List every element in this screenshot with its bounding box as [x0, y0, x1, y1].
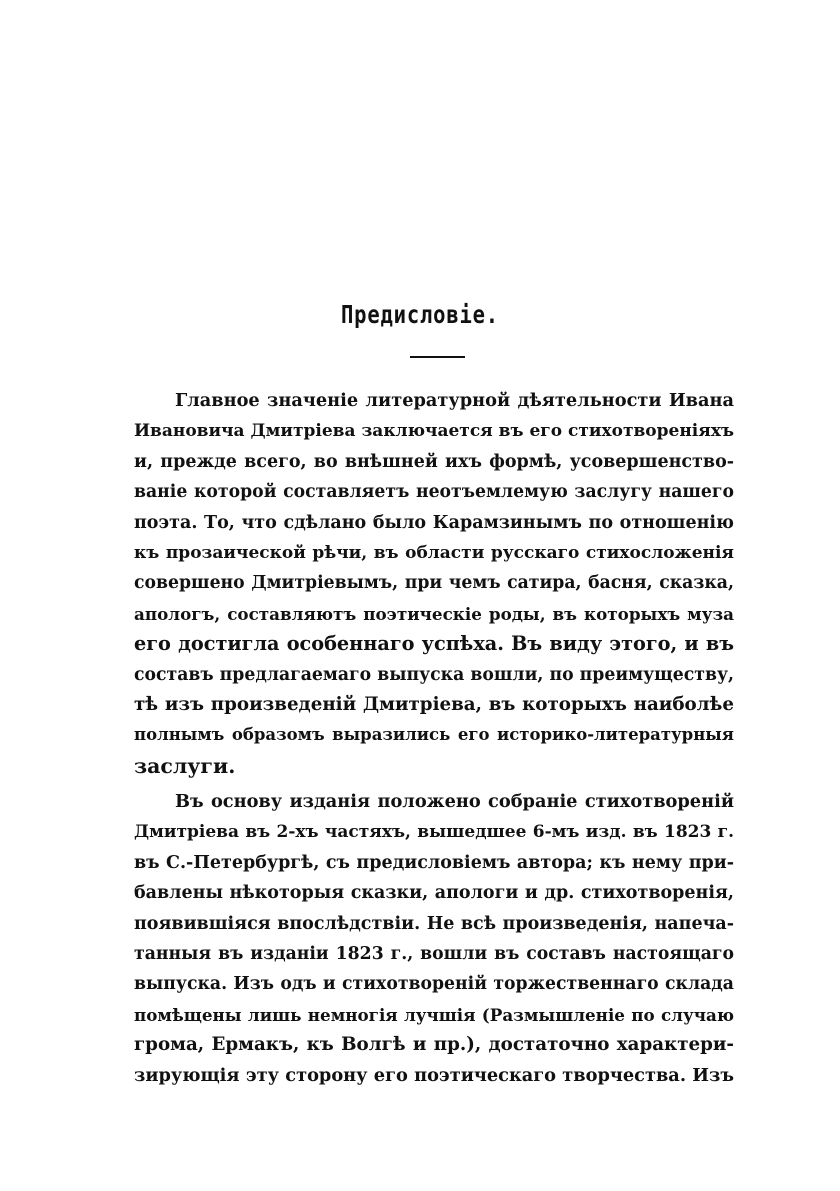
text-line: поэта. То, что сдѣлано было Карамзинымъ по отношенію	[134, 512, 734, 533]
text-line: и, прежде всего, во внѣшней ихъ формѣ, усовершенство-	[134, 451, 734, 472]
text-line: помѣщены лишь немногія лучшія (Размышленіе по случаю	[134, 1004, 734, 1025]
text-line: апологъ, составляютъ поэтическіе роды, въ которыхъ муза	[134, 603, 734, 624]
title-rule	[410, 356, 465, 358]
text-line: Въ основу изданія положено собраніе стихотвореній	[175, 791, 734, 813]
text-line: выпуска. Изъ одъ и стихотвореній торжественнаго склада	[134, 974, 734, 995]
text-line: зирующія эту сторону его поэтическаго творчества. Изъ	[134, 1064, 734, 1086]
text-line: Ивановича Дмитріева заключается въ его стихотвореніяхъ	[134, 421, 734, 442]
text-line: полнымъ образомъ выразились его историко-литературныя	[134, 725, 734, 745]
text-line: ваніе которой составляетъ неотъемлемую заслугу нашего	[134, 482, 734, 503]
paragraph	[134, 386, 734, 781]
text-line: бавлены нѣкоторыя сказки, апологи и др. стихотворенія,	[134, 883, 734, 904]
text-line: грома, Ермакъ, къ Волгѣ и пр.), достаточно характери-	[134, 1034, 734, 1056]
text-line: Главное значеніе литературной дѣятельности Ивана	[175, 390, 734, 411]
text-line: совершено Дмитріевымъ, при чемъ сатира, басня, сказка,	[134, 573, 734, 594]
text-line: къ прозаической рѣчи, въ области русскаго стихосложенія	[134, 542, 734, 563]
text-line: танныя въ изданіи 1823 г., вошли въ составъ настоящаго	[134, 944, 734, 965]
text-line: его достигла особеннаго успѣха. Въ виду этого, и въ	[134, 632, 734, 656]
text-line: заслуги.	[134, 753, 236, 778]
text-line: тѣ изъ произведеній Дмитріева, въ которыхъ наиболѣе	[134, 693, 734, 715]
text-line: въ С.-Петербургѣ, съ предисловіемъ автора; къ нему при-	[134, 852, 734, 873]
page-title: Предисловіе.	[341, 300, 499, 329]
text-line: появившіяся впослѣдствіи. Не всѣ произведенія, напеча-	[134, 913, 734, 934]
paragraph	[134, 787, 734, 1091]
body-text	[134, 386, 734, 1091]
text-line: составъ предлагаемаго выпуска вошли, по преимуществу,	[134, 664, 734, 685]
text-line: Дмитріева въ 2-хъ частяхъ, вышедшее 6-мъ изд. въ 1823 г.	[134, 822, 734, 843]
